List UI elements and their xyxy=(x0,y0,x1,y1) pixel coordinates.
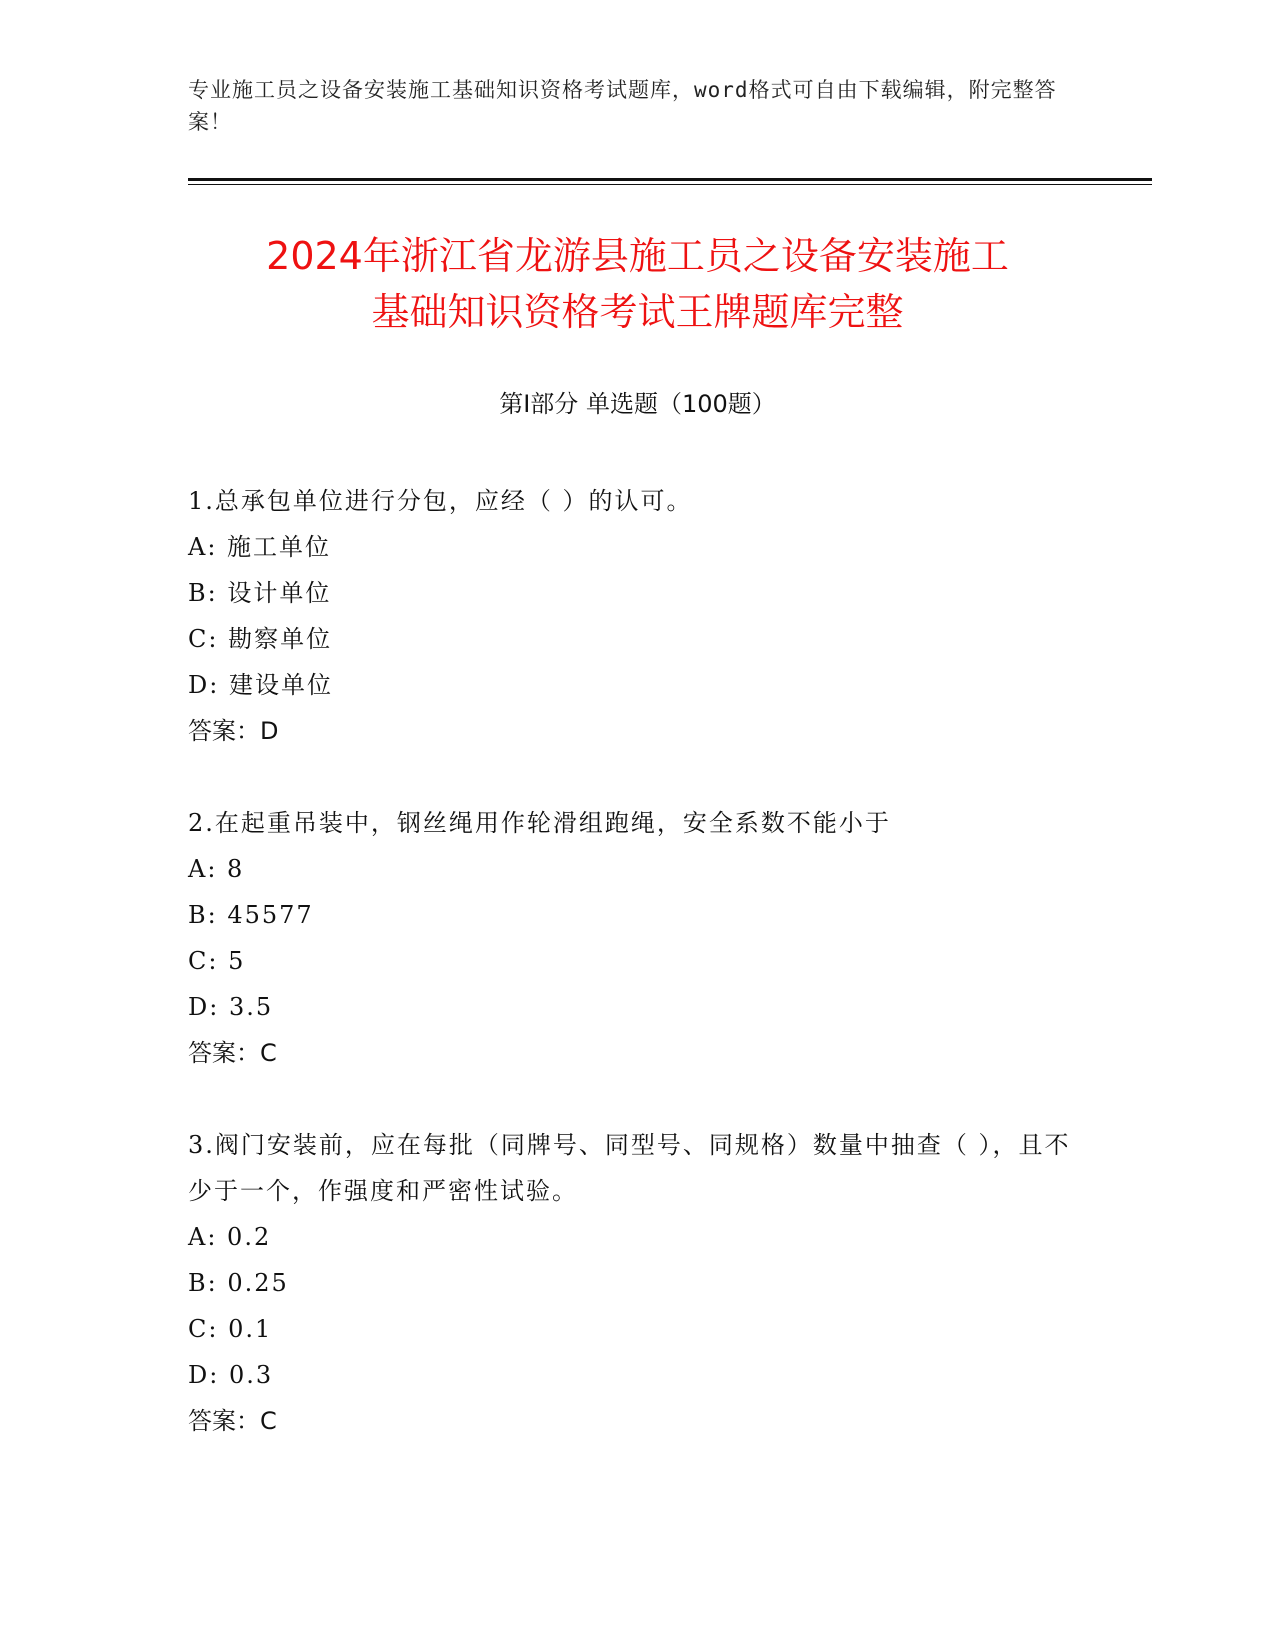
document-title xyxy=(150,228,1125,340)
question-1 xyxy=(188,478,1088,754)
title-line-2: 基础知识资格考试王牌题库完整 xyxy=(371,290,904,334)
question-stem: 1.总承包单位进行分包，应经（ ）的认可。 xyxy=(188,487,693,515)
question-stem: 2.在起重吊装中，钢丝绳用作轮滑组跑绳，安全系数不能小于 xyxy=(188,809,891,837)
option-b: B: 0.25 xyxy=(188,1269,289,1297)
option-d: D: 0.3 xyxy=(188,1361,274,1389)
option-b: B: 设计单位 xyxy=(188,579,332,607)
option-a: A: 施工单位 xyxy=(188,533,332,561)
option-c: C: 勘察单位 xyxy=(188,625,333,653)
header-rule-thin xyxy=(188,184,1152,185)
question-2 xyxy=(188,800,1088,1076)
answer: 答案：C xyxy=(188,1407,277,1435)
answer: 答案：C xyxy=(188,1039,277,1067)
header-rule-thick xyxy=(188,178,1152,181)
option-d: D: 3.5 xyxy=(188,993,274,1021)
title-line-1: 2024年浙江省龙游县施工员之设备安装施工 xyxy=(266,234,1009,278)
question-3 xyxy=(188,1122,1088,1444)
option-a: A: 0.2 xyxy=(188,1223,272,1251)
option-a: A: 8 xyxy=(188,855,245,883)
answer: 答案：D xyxy=(188,717,279,745)
option-b: B: 45577 xyxy=(188,901,314,929)
option-c: C: 0.1 xyxy=(188,1315,273,1343)
question-stem: 3.阀门安装前，应在每批（同牌号、同型号、同规格）数量中抽查（ ），且不少于一个，作强度和严密性试验。 xyxy=(188,1131,1071,1205)
option-d: D: 建设单位 xyxy=(188,671,333,699)
header-note: 专业施工员之设备安装施工基础知识资格考试题库，word格式可自由下载编辑，附完整答案！ xyxy=(188,78,1057,134)
option-c: C: 5 xyxy=(188,947,246,975)
section-heading: 第I部分 单选题（100题） xyxy=(499,390,776,418)
question-list xyxy=(188,478,1088,1490)
